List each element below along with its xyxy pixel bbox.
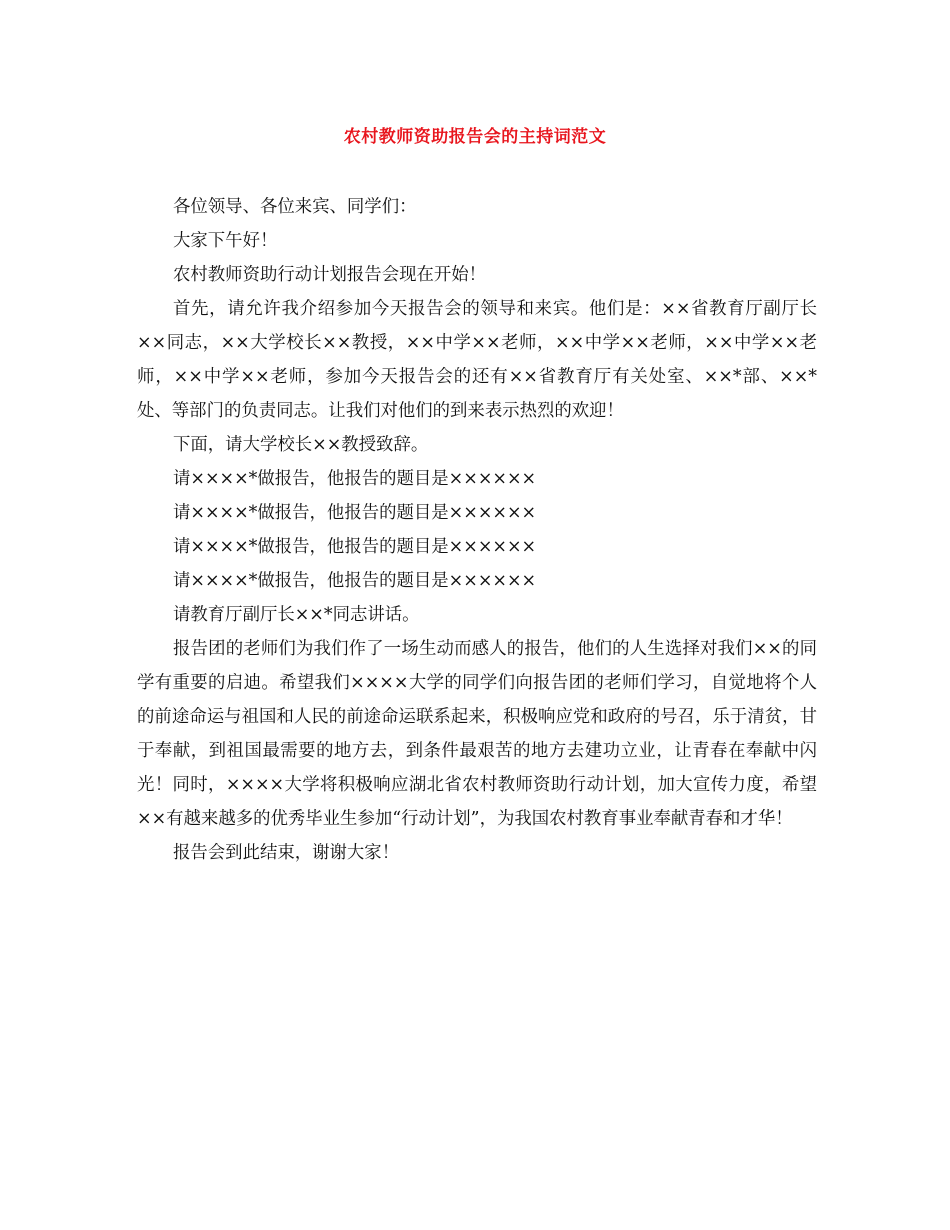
paragraph-report-2: 请××××*做报告，他报告的题目是×××××× bbox=[173, 503, 537, 523]
paragraph-opening: 农村教师资助行动计划报告会现在开始！ bbox=[173, 265, 487, 285]
paragraph-report-3: 请××××*做报告，他报告的题目是×××××× bbox=[173, 537, 537, 557]
paragraph-report-4: 请××××*做报告，他报告的题目是×××××× bbox=[173, 571, 537, 591]
paragraph-introductions: 首先，请允许我介绍参加今天报告会的领导和来宾。他们是：××省教育厅副厅长××同志，××大学校长××教授，××中学××老师，××中学××老师，××中学××老师，××中学××老师，参加今天报告会的还有××省教育厅有关处室、××*部、××*处、等部门的负责同志。让我们对他们的到来表示热烈的欢迎！ bbox=[137, 299, 817, 421]
paragraph-report-1: 请××××*做报告，他报告的题目是×××××× bbox=[173, 469, 537, 489]
document-title: 农村教师资助报告会的主持词范文 bbox=[343, 127, 607, 147]
paragraph-summary: 报告团的老师们为我们作了一场生动而感人的报告，他们的人生选择对我们××的同学有重要的启迪。希望我们××××大学的同学们向报告团的老师们学习，自觉地将个人的前途命运与祖国和人民的前途命运联系起来，积极响应党和政府的号召，乐于清贫，甘于奉献，到祖国最需要的地方去，到条件最艰苦的地方去建功立业，让青春在奉献中闪光！同时，××××大学将积极响应湖北省农村教师资助行动计划，加大宣传力度，希望××有越来越多的优秀毕业生参加“行动计划”，为我国农村教育事业奉献青春和才华！ bbox=[137, 639, 817, 829]
paragraph-speech: 请教育厅副厅长××*同志讲话。 bbox=[173, 605, 420, 625]
paragraph-closing: 报告会到此结束，谢谢大家！ bbox=[173, 843, 400, 863]
paragraph-greeting: 大家下午好！ bbox=[173, 231, 278, 251]
paragraph-address: 下面，请大学校长××教授致辞。 bbox=[173, 435, 429, 455]
paragraph-salutation: 各位领导、各位来宾、同学们： bbox=[173, 197, 417, 217]
document-body bbox=[137, 190, 817, 870]
